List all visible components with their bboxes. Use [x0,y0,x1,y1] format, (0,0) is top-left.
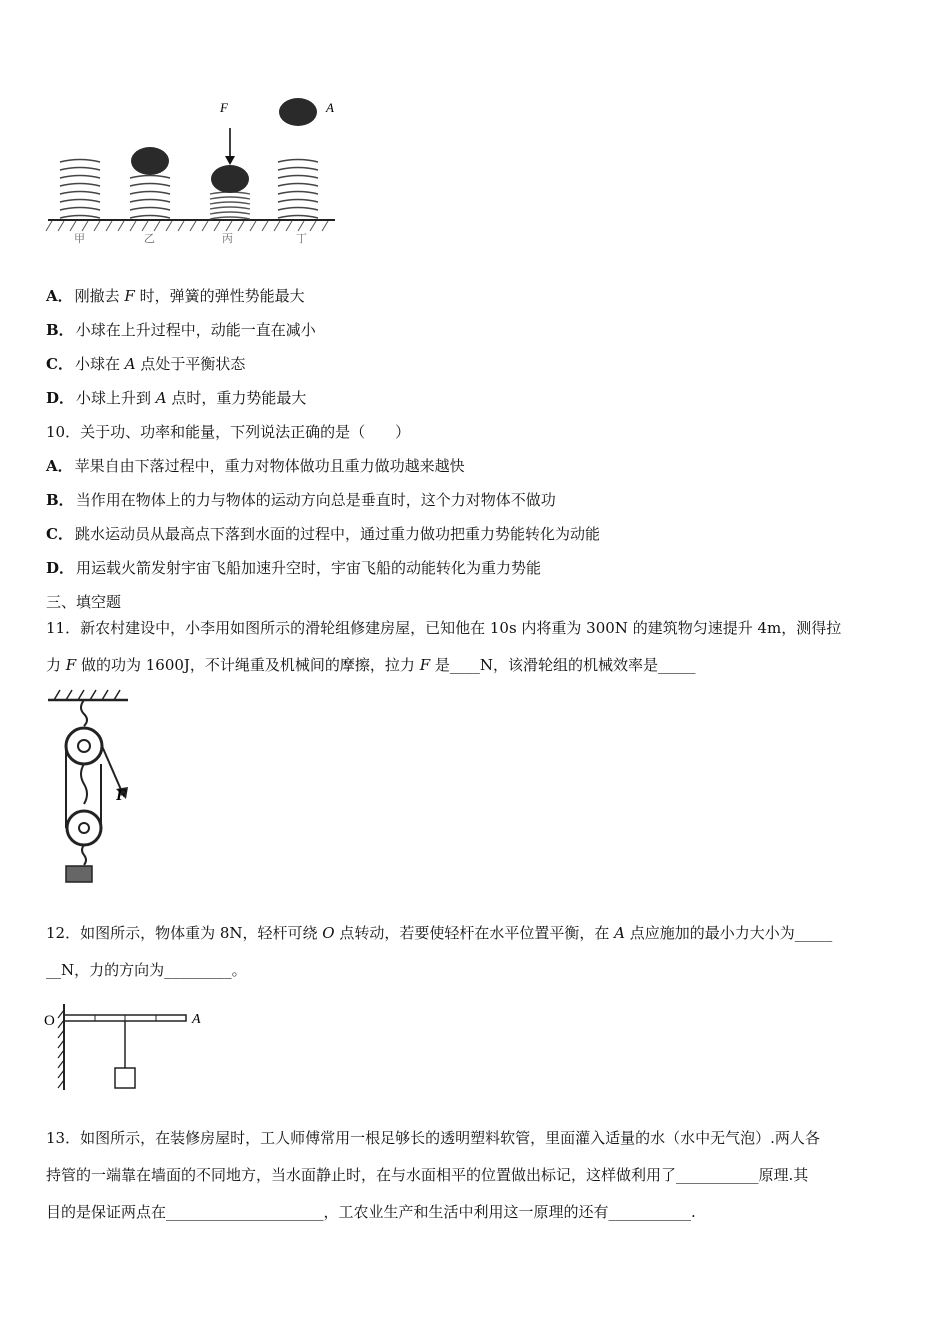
spring-bing [210,192,250,219]
pulley-force-label: F [116,787,127,804]
q9-option-d: D． 小球上升到 A 点时，重力势能最大 [46,389,307,407]
q11-line1: 11．新农村建设中，小李用如图所示的滑轮组修建房屋，已知他在 10s 内将重为 300N 的建筑物匀速提升 4m，测得拉 [46,619,842,637]
movable-pulley [67,811,101,845]
q11-line2: 力 F 做的功为 1600J，不计绳重及机械间的摩擦，拉力 F 是____N，该滑轮组的机械效率是_____ [46,656,696,674]
q12-line1: 12．如图所示，物体重为 8N，轻杆可绕 O 点转动，若要使轻杆在水平位置平衡，在 A 点应施加的最小力大小为_____ [46,924,833,942]
pulley-figure [44,688,154,888]
ground-label-ding: 丁 [296,233,307,245]
point-a-label: A [326,100,334,115]
q12-line2: __N，力的方向为_________。 [46,961,247,979]
q13-line3: 目的是保证两点在_____________________，工农业生产和生活中利用这一原理的还有___________. [46,1203,696,1221]
force-label: F [220,100,228,115]
q10-option-d: D． 用运载火箭发射宇宙飞船加速升空时，宇宙飞船的动能转化为重力势能 [46,559,542,577]
q13-line2: 持管的一端靠在墙面的不同地方，当水面静止时，在与水面相平的位置做出标记，这样做利用了___________原理.其 [46,1166,809,1184]
q9-option-c: C． 小球在 A 点处于平衡状态 [46,355,246,373]
q10-option-a: A． 苹果自由下落过程中，重力对物体做功且重力做功越来越快 [46,457,465,475]
q13-line1: 13．如图所示，在装修房屋时，工人师傅常用一根足够长的透明塑料软管，里面灌入适量的水（水中无气泡）.两人各 [46,1129,820,1147]
q9-option-b: B． 小球在上升过程中，动能一直在减小 [46,321,316,339]
spring-yi [130,176,170,219]
force-arrow-head [225,156,235,165]
fixed-pulley [66,728,102,764]
ground-label-jia: 甲 [74,233,85,245]
ball-yi [131,147,169,175]
ball-a [279,98,317,126]
ground-label-yi: 乙 [144,233,155,245]
spring-figure [40,90,360,250]
q10-option-c: C． 跳水运动员从最高点下落到水面的过程中，通过重力做功把重力势能转化为动能 [46,525,600,543]
lever-a-label: A [192,1012,201,1027]
hanging-weight [115,1068,135,1088]
spring-jia [60,160,100,219]
load-block [66,866,92,882]
lever-o-label: O [44,1013,55,1029]
section-title: 三、填空题 [46,593,122,611]
ball-bing [211,165,249,193]
q10-stem: 10．关于功、功率和能量，下列说法正确的是（ ） [46,423,411,441]
ground-label-bing: 丙 [222,233,233,245]
spring-ding [278,160,318,219]
q9-option-a: A． 刚撤去 F 时，弹簧的弹性势能最大 [46,287,305,305]
q10-option-b: B． 当作用在物体上的力与物体的运动方向总是垂直时，这个力对物体不做功 [46,491,556,509]
lever-figure [40,998,220,1098]
